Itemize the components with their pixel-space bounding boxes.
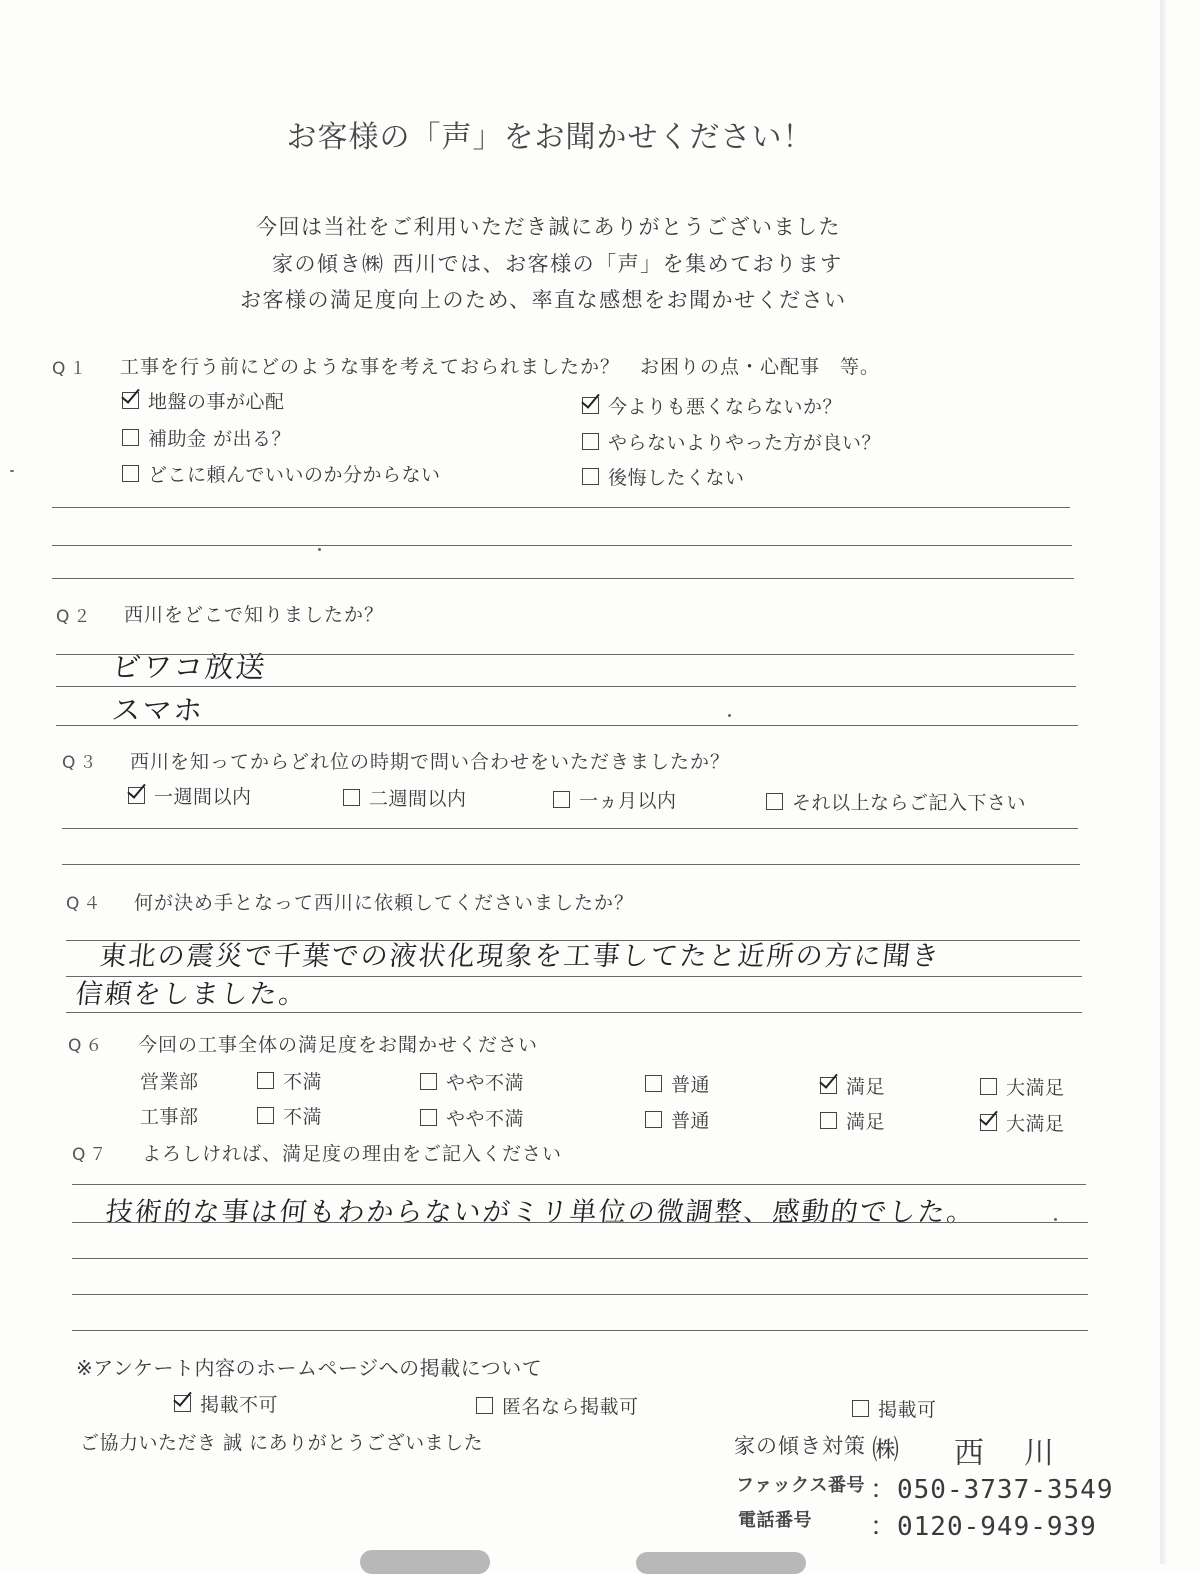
intro-line-2: 家の傾き㈱ 西川では、お客様の「声」を集めております bbox=[272, 252, 843, 276]
dept-label-sales: 営業部 bbox=[140, 1071, 199, 1093]
checkbox-icon[interactable] bbox=[645, 1111, 662, 1128]
q6-option[interactable]: 不満 bbox=[257, 1067, 322, 1094]
q6-option[interactable]: やや不満 bbox=[420, 1104, 524, 1131]
publish-option[interactable]: 匿名なら掲載可 bbox=[476, 1392, 639, 1419]
q2-answer-handwritten: スマホ bbox=[110, 693, 207, 727]
answer-line bbox=[56, 654, 1074, 655]
q1-option[interactable]: 地盤の事が心配 bbox=[122, 387, 285, 414]
q1-option[interactable]: 補助金 が出る？ bbox=[122, 424, 291, 451]
answer-line bbox=[52, 545, 1072, 546]
answer-line bbox=[66, 940, 1080, 941]
answer-line bbox=[62, 864, 1080, 865]
redaction-mark bbox=[636, 1552, 806, 1574]
q7-question: よろしければ、満足度の理由をご記入ください bbox=[142, 1143, 563, 1165]
q6-option[interactable]: 普通 bbox=[645, 1106, 710, 1133]
q1-option[interactable]: 今よりも悪くならないか？ bbox=[582, 392, 842, 419]
checkbox-checked-icon[interactable] bbox=[128, 787, 145, 804]
q1-question: 工事を行う前にどのような事を考えておられましたか？ お困りの点・心配事 等。 bbox=[120, 356, 881, 378]
q1-option[interactable]: 後悔したくない bbox=[582, 463, 745, 490]
scan-speck bbox=[318, 548, 321, 551]
q6-option[interactable]: 満足 bbox=[820, 1072, 885, 1099]
q6-option[interactable]: やや不満 bbox=[420, 1068, 524, 1095]
answer-line bbox=[72, 1184, 1086, 1185]
answer-line bbox=[72, 1294, 1088, 1295]
company-prefix: 家の傾き対策 bbox=[734, 1434, 866, 1458]
q6-option[interactable]: 大満足 bbox=[980, 1109, 1065, 1136]
q2-answer-handwritten: ビワコ放送 bbox=[110, 650, 269, 684]
q2-number: Q２ bbox=[56, 607, 95, 627]
q4-number: Q４ bbox=[66, 894, 105, 914]
tel-number: ：0120-949-939 bbox=[870, 1512, 1097, 1542]
q3-option[interactable]: 一ヵ月以内 bbox=[553, 786, 677, 813]
checkbox-icon[interactable] bbox=[553, 791, 570, 808]
answer-line bbox=[52, 507, 1070, 508]
answer-line bbox=[66, 976, 1082, 977]
answer-line bbox=[56, 686, 1076, 687]
checkbox-icon[interactable] bbox=[980, 1078, 997, 1095]
publish-heading: ※アンケート内容のホームページへの掲載について bbox=[76, 1356, 543, 1380]
intro-line-3: お客様の満足度向上のため、率直な感想をお聞かせください bbox=[240, 288, 847, 312]
checkbox-icon[interactable] bbox=[820, 1112, 837, 1129]
q3-option[interactable]: 一週間以内 bbox=[128, 782, 252, 809]
checkbox-icon[interactable] bbox=[257, 1072, 274, 1089]
q4-answer-handwritten: 東北の震災で千葉での液状化現象を工事してたと近所の方に聞き bbox=[98, 941, 943, 972]
publish-option[interactable]: 掲載可 bbox=[852, 1395, 937, 1422]
q6-question: 今回の工事全体の満足度をお聞かせください bbox=[138, 1034, 539, 1056]
q3-option[interactable]: それ以上ならご記入下さい bbox=[766, 788, 1026, 815]
checkbox-icon[interactable] bbox=[343, 789, 360, 806]
q6-option[interactable]: 大満足 bbox=[980, 1073, 1065, 1100]
redaction-mark bbox=[360, 1550, 490, 1574]
intro-line-1: 今回は当社をご利用いただき誠にありがとうございました bbox=[256, 215, 841, 239]
checkbox-checked-icon[interactable] bbox=[174, 1395, 191, 1412]
checkbox-icon[interactable] bbox=[122, 429, 139, 446]
fax-label: ファックス番号 bbox=[736, 1475, 865, 1496]
checkbox-icon[interactable] bbox=[582, 468, 599, 485]
thanks-text: ご協力いただき 誠 にありがとうございました bbox=[80, 1432, 484, 1454]
checkbox-icon[interactable] bbox=[420, 1109, 437, 1126]
q3-option[interactable]: 二週間以内 bbox=[343, 784, 467, 811]
q6-option[interactable]: 不満 bbox=[257, 1102, 322, 1129]
checkbox-icon[interactable] bbox=[645, 1075, 662, 1092]
checkbox-icon[interactable] bbox=[420, 1073, 437, 1090]
q6-number: Q６ bbox=[68, 1036, 107, 1056]
checkbox-icon[interactable] bbox=[476, 1397, 493, 1414]
checkbox-icon[interactable] bbox=[852, 1400, 869, 1417]
q1-option[interactable]: やらないよりやった方が良い？ bbox=[582, 428, 881, 455]
checkbox-icon[interactable] bbox=[766, 793, 783, 810]
q6-option[interactable]: 満足 bbox=[820, 1107, 885, 1134]
q4-answer-handwritten: 信頼をしました。 bbox=[74, 979, 310, 1010]
checkbox-icon[interactable] bbox=[582, 433, 599, 450]
checkbox-checked-icon[interactable] bbox=[820, 1077, 837, 1094]
dept-label-construction: 工事部 bbox=[140, 1106, 199, 1128]
checkbox-checked-icon[interactable] bbox=[582, 397, 599, 414]
q3-number: Q３ bbox=[62, 753, 101, 773]
answer-line bbox=[56, 725, 1078, 726]
q6-option[interactable]: 普通 bbox=[645, 1070, 710, 1097]
scan-speck bbox=[728, 714, 731, 717]
q4-question: 何が決め手となって西川に依頼してくださいましたか？ bbox=[134, 892, 635, 914]
company-name: 西川 bbox=[954, 1436, 1094, 1471]
tel-label: 電話番号 bbox=[738, 1510, 812, 1531]
publish-option[interactable]: 掲載不可 bbox=[174, 1390, 278, 1417]
fax-number: ：050-3737-3549 bbox=[870, 1475, 1114, 1505]
company-kabu: ㈱ bbox=[872, 1435, 899, 1466]
checkbox-checked-icon[interactable] bbox=[122, 392, 139, 409]
q7-number: Q７ bbox=[72, 1145, 111, 1165]
checkbox-checked-icon[interactable] bbox=[980, 1114, 997, 1131]
q3-question: 西川を知ってからどれ位の時期で問い合わせをいただきましたか？ bbox=[130, 751, 731, 773]
answer-line bbox=[52, 578, 1074, 579]
checkbox-icon[interactable] bbox=[122, 465, 139, 482]
checkbox-icon[interactable] bbox=[257, 1107, 274, 1124]
q1-option[interactable]: どこに頼んでいいのか分からない bbox=[122, 460, 441, 487]
scan-speck bbox=[1054, 1218, 1057, 1221]
q7-answer-handwritten: 技術的な事は何もわからないがミリ単位の微調整、感動的でした。 bbox=[104, 1197, 978, 1228]
q1-number: Q１ bbox=[52, 359, 91, 379]
scan-edge bbox=[1160, 0, 1166, 1564]
answer-line bbox=[66, 1012, 1082, 1013]
q2-question: 西川をどこで知りましたか？ bbox=[124, 604, 385, 626]
scan-speck bbox=[10, 470, 14, 472]
page-title: お客様の「声」をお聞かせください！ bbox=[286, 120, 814, 155]
answer-line bbox=[72, 1330, 1088, 1331]
answer-line bbox=[72, 1222, 1088, 1223]
answer-line bbox=[62, 828, 1078, 829]
answer-line bbox=[72, 1258, 1088, 1259]
